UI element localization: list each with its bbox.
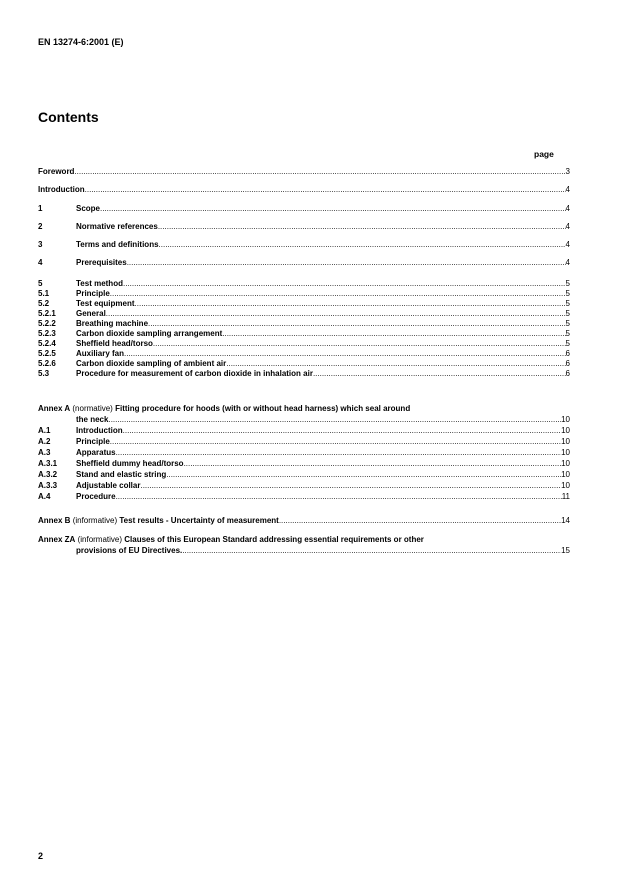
toc-entry-page: 10 [561, 437, 570, 446]
toc-leader-dots [116, 492, 562, 502]
toc-entry-page: 11 [561, 492, 570, 501]
toc-entry-page: 10 [561, 426, 570, 435]
toc-entry-title: the neck [76, 415, 109, 424]
toc-entry-page: 5 [565, 329, 570, 338]
toc-entry-page: 5 [565, 299, 570, 308]
toc-entry-number: 5.3 [38, 369, 50, 378]
annex-title: Test results - Uncertainty of measurement [119, 516, 279, 525]
toc-entry-page: 5 [565, 289, 570, 298]
toc-entry-page: 6 [565, 349, 570, 358]
toc-entry-page: 4 [565, 240, 570, 249]
toc-leader-dots [106, 309, 566, 319]
toc-entry[interactable] [38, 448, 570, 458]
toc-entry-title: Sheffield head/torso [76, 339, 153, 348]
toc-leader-dots [140, 481, 561, 491]
toc-entry-number: 5.2 [38, 299, 50, 308]
toc-leader-dots [85, 185, 566, 195]
toc-leader-dots [226, 359, 565, 369]
toc-entry[interactable] [38, 258, 570, 268]
toc-entry-title: Terms and definitions [76, 240, 159, 249]
toc-entry[interactable] [38, 481, 570, 491]
annex-type: (informative) [77, 535, 123, 544]
toc-entry-title [38, 516, 279, 526]
toc-entry-title: Breathing machine [76, 319, 149, 328]
toc-entry-page: 4 [565, 204, 570, 213]
toc-entry-number: 5 [38, 279, 43, 288]
toc-entry-number: A.2 [38, 437, 51, 446]
toc-entry-page: 6 [565, 369, 570, 378]
toc-leader-dots [313, 369, 566, 379]
toc-entry-title: Adjustable collar [76, 481, 141, 490]
toc-entry-number: 4 [38, 258, 43, 267]
toc-entry-page: 10 [561, 470, 570, 479]
toc-entry-page: 10 [561, 481, 570, 490]
toc-annex-a-heading[interactable] [38, 404, 570, 414]
toc-leader-dots [158, 222, 566, 232]
toc-entry[interactable] [38, 240, 570, 250]
toc-entry-title: Introduction [76, 426, 123, 435]
toc-entry-page: 10 [561, 448, 570, 457]
toc-entry-number: 5.2.3 [38, 329, 56, 338]
toc-leader-dots [124, 349, 566, 359]
toc-entry-title: Prerequisites [76, 258, 127, 267]
toc-entry-number: A.3.1 [38, 459, 58, 468]
toc-entry[interactable] [38, 319, 570, 329]
toc-entry-page: 5 [565, 309, 570, 318]
toc-leader-dots [159, 240, 566, 250]
annex-label: Annex A [38, 404, 71, 413]
toc-entry-page: 3 [565, 167, 570, 176]
toc-leader-dots [184, 459, 562, 469]
toc-leader-dots [153, 339, 566, 349]
toc-entry[interactable] [38, 299, 570, 309]
toc-entry-number: A.3 [38, 448, 51, 457]
toc-entry-number: 3 [38, 240, 43, 249]
toc-leader-dots [100, 204, 566, 214]
annex-title: Fitting procedure for hoods (with or without head harness) which seal around [115, 404, 411, 413]
toc-leader-dots [74, 167, 565, 177]
annex-label: Annex ZA [38, 535, 76, 544]
toc-entry-title: Carbon dioxide sampling of ambient air [76, 359, 227, 368]
annex-type: (normative) [72, 404, 113, 413]
toc-entry-page: 15 [561, 546, 570, 555]
toc-leader-dots [148, 319, 566, 329]
toc-entry-number: 5.2.2 [38, 319, 56, 328]
toc-entry-number: 2 [38, 222, 43, 231]
toc-entry-title: Test equipment [76, 299, 135, 308]
toc-leader-dots [182, 546, 561, 556]
toc-entry-number: A.3.2 [38, 470, 58, 479]
annex-title: Clauses of this European Standard addressing essential requirements or other [124, 535, 424, 544]
toc-entry[interactable] [38, 492, 570, 502]
toc-entry-page: 4 [565, 258, 570, 267]
toc-entry-page: 6 [565, 359, 570, 368]
annex-label: Annex B [38, 516, 71, 525]
toc-leader-dots [110, 437, 561, 447]
toc-entry-title: Test method [76, 279, 123, 288]
toc-entry-page: 10 [561, 459, 570, 468]
toc-entry[interactable] [38, 289, 570, 299]
toc-entry-title: Apparatus [76, 448, 116, 457]
toc-entry[interactable] [38, 359, 570, 369]
toc-entry[interactable] [38, 459, 570, 469]
toc-entry-title: Auxiliary fan [76, 349, 125, 358]
toc-leader-dots [166, 470, 561, 480]
toc-entry[interactable] [38, 279, 570, 289]
toc-entry-title: Stand and elastic string [76, 470, 167, 479]
toc-entry-annex-a[interactable] [38, 415, 570, 425]
toc-entry-number: 1 [38, 204, 43, 213]
toc-entry-title: Sheffield dummy head/torso [76, 459, 184, 468]
toc-leader-dots [222, 329, 565, 339]
toc-entry[interactable] [38, 369, 570, 379]
toc-entry-page: 10 [561, 415, 570, 424]
toc-entry-introduction[interactable] [38, 185, 570, 195]
toc-entry-title: Procedure for measurement of carbon dioxide in inhalation air [76, 369, 313, 378]
toc-entry-title: Scope [76, 204, 101, 213]
toc-entry[interactable] [38, 437, 570, 447]
toc-entry-number: 5.2.1 [38, 309, 56, 318]
toc-entry-title: Normative references [76, 222, 158, 231]
toc-entry-title: General [76, 309, 106, 318]
toc-leader-dots [108, 415, 561, 425]
document-id: EN 13274-6:2001 (E) [38, 37, 124, 47]
toc-entry-page: 5 [565, 279, 570, 288]
toc-entry[interactable] [38, 329, 570, 339]
toc-entry[interactable] [38, 426, 570, 436]
toc-entry-title: Procedure [76, 492, 116, 501]
toc-entry-number: 5.2.6 [38, 359, 56, 368]
toc-entry[interactable] [38, 470, 570, 480]
toc-entry-number: 5.2.5 [38, 349, 56, 358]
toc-entry-title: Principle [76, 289, 110, 298]
toc-annex-za-heading[interactable] [38, 535, 570, 545]
toc-entry-number: A.3.3 [38, 481, 58, 490]
toc-entry-page: 4 [565, 185, 570, 194]
toc-entry-title: Introduction [38, 185, 85, 194]
toc-entry[interactable] [38, 349, 570, 359]
toc-entry-page: 14 [561, 516, 570, 525]
toc-entry-foreword[interactable] [38, 167, 570, 177]
toc-entry-number: A.1 [38, 426, 51, 435]
toc-leader-dots [279, 516, 561, 526]
toc-entry-page: 5 [565, 319, 570, 328]
toc-entry-title: Carbon dioxide sampling arrangement [76, 329, 223, 338]
toc-entry-number: A.4 [38, 492, 51, 501]
toc-entry-title: Principle [76, 437, 110, 446]
toc-entry-annex-b[interactable] [38, 516, 570, 526]
toc-entry-title: provisions of EU Directives. [76, 546, 183, 555]
toc-entry-title: Foreword [38, 167, 75, 176]
page-column-header: page [534, 149, 554, 159]
toc-leader-dots [123, 279, 566, 289]
table-of-contents [38, 0, 570, 877]
toc-entry[interactable] [38, 339, 570, 349]
toc-leader-dots [135, 299, 566, 309]
page-number: 2 [38, 851, 44, 861]
page-title: Contents [38, 109, 99, 125]
annex-type: (informative) [72, 516, 118, 525]
toc-entry[interactable] [38, 222, 570, 232]
toc-leader-dots [116, 448, 562, 458]
toc-entry-page: 5 [565, 339, 570, 348]
toc-leader-dots [127, 258, 566, 268]
toc-leader-dots [110, 289, 566, 299]
toc-entry-page: 4 [565, 222, 570, 231]
toc-entry-annex-za[interactable] [38, 546, 570, 556]
toc-leader-dots [123, 426, 561, 436]
toc-entry[interactable] [38, 309, 570, 319]
toc-entry-number: 5.2.4 [38, 339, 56, 348]
toc-entry[interactable] [38, 204, 570, 214]
toc-entry-number: 5.1 [38, 289, 50, 298]
